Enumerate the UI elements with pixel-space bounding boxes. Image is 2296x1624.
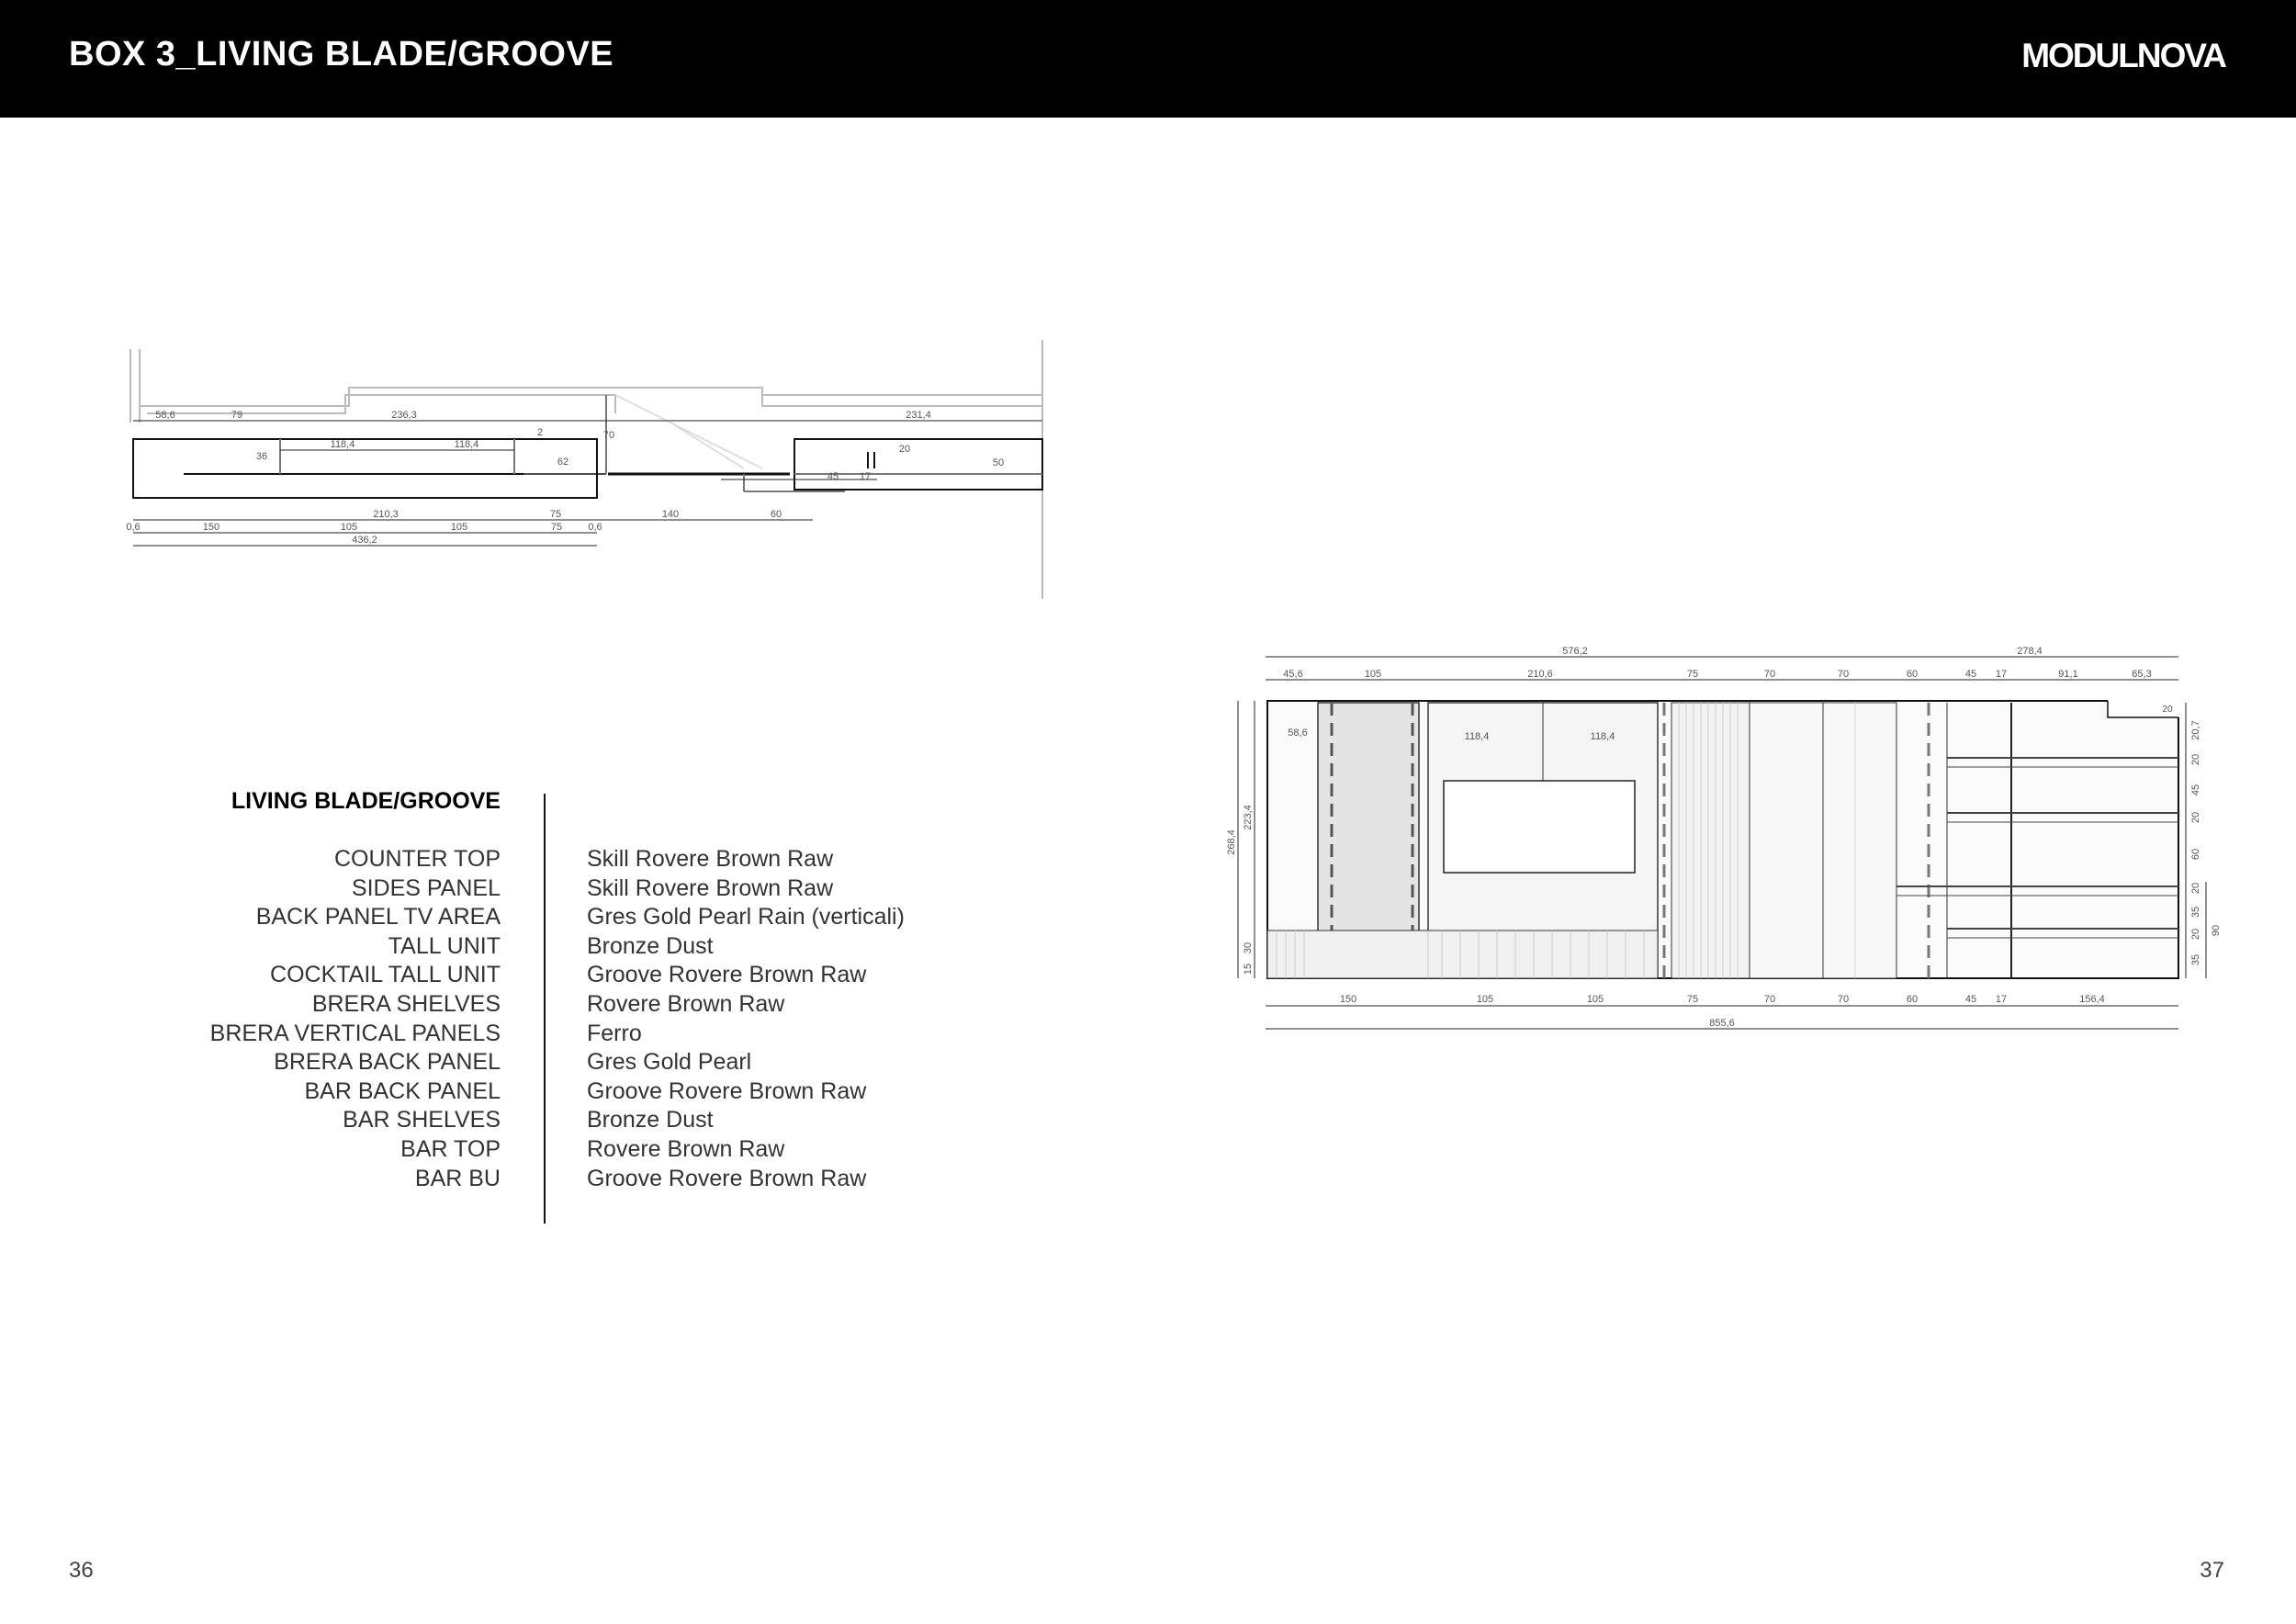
plan-dim: 17 — [859, 471, 872, 482]
elev-dim: 75 — [1686, 994, 1699, 1005]
plan-dim: 45 — [827, 471, 839, 482]
plan-dim: 75 — [549, 509, 562, 520]
page-number-right: 37 — [2200, 1558, 2224, 1583]
elev-dim: 105 — [1586, 994, 1604, 1005]
elev-dim: 60 — [1906, 669, 1919, 680]
elev-dim: 855,6 — [1709, 1018, 1735, 1029]
page-title: BOX 3_LIVING BLADE/GROOVE — [69, 35, 614, 73]
plan-dim: 210,3 — [373, 509, 399, 520]
elevation-drawing — [1221, 638, 2223, 1043]
elev-dim: 45,6 — [1283, 669, 1303, 680]
plan-dim: 75 — [550, 522, 563, 533]
elev-dim: 60 — [1906, 994, 1919, 1005]
elev-dim: 45 — [1964, 669, 1977, 680]
legend-value: Bronze Dust — [587, 932, 714, 959]
legend-value: Rovere Brown Raw — [587, 1135, 785, 1162]
elev-dim: 45 — [1964, 994, 1977, 1005]
elev-dim: 70 — [1763, 994, 1776, 1005]
legend-title: LIVING BLADE/GROOVE — [231, 788, 501, 814]
plan-dim: 60 — [770, 509, 782, 520]
legend-label: COUNTER TOP — [333, 846, 501, 872]
legend-value: Bronze Dust — [587, 1107, 714, 1133]
legend-labels — [110, 845, 501, 1193]
elev-dim: 20 — [2162, 705, 2173, 715]
legend-label: BAR TOP — [400, 1135, 501, 1162]
elev-dim: 105 — [1364, 669, 1382, 680]
elev-dim: 223,4 — [1243, 805, 1254, 830]
legend-value: Skill Rovere Brown Raw — [587, 874, 834, 901]
elev-dim: 268,4 — [1226, 829, 1237, 855]
plan-dim: 62 — [557, 457, 569, 468]
page-number-left: 36 — [69, 1558, 94, 1583]
plan-dim: 70 — [602, 430, 615, 441]
legend-value: Groove Rovere Brown Raw — [587, 1165, 867, 1191]
elev-dim: 15 — [1243, 963, 1254, 976]
legend-value: Groove Rovere Brown Raw — [587, 962, 867, 988]
elev-dim: 60 — [2190, 848, 2201, 861]
legend-values — [587, 845, 905, 1193]
legend-label: COCKTAIL TALL UNIT — [270, 962, 501, 988]
plan-dim: 2 — [536, 427, 544, 438]
elev-dim: 17 — [1995, 669, 2008, 680]
materials-legend — [110, 788, 937, 1229]
plan-dim: 231,4 — [906, 410, 931, 421]
plan-dim: 105 — [340, 522, 358, 533]
plan-dim: 436,2 — [352, 535, 377, 546]
plan-dim: 0,6 — [588, 522, 602, 533]
elev-dim: 156,4 — [2079, 994, 2105, 1005]
plan-svg — [119, 340, 1056, 606]
legend-label: BAR SHELVES — [343, 1107, 501, 1133]
legend-label: BACK PANEL TV AREA — [255, 904, 501, 930]
plan-dim: 36 — [255, 451, 268, 462]
elev-dim: 35 — [2190, 953, 2201, 966]
legend-label: BRERA SHELVES — [311, 990, 501, 1017]
elevation-svg — [1221, 638, 2223, 1043]
plan-dim: 150 — [202, 522, 220, 533]
elev-dim: 20 — [2190, 928, 2201, 941]
legend-value: Rovere Brown Raw — [587, 990, 785, 1017]
elev-dim: 17 — [1995, 994, 2008, 1005]
elev-dim: 65,3 — [2132, 669, 2152, 680]
plan-dim: 105 — [450, 522, 468, 533]
elev-dim: 278,4 — [2017, 646, 2043, 657]
brand-logo: MODULNOVA — [2021, 37, 2225, 74]
plan-dim: 118,4 — [454, 439, 479, 450]
elev-dim: 35 — [2190, 906, 2201, 919]
legend-label: BAR BU — [414, 1165, 501, 1191]
elev-dim: 70 — [1763, 669, 1776, 680]
elev-dim: 70 — [1837, 669, 1850, 680]
plan-dim: 50 — [992, 457, 1005, 468]
elev-dim: 210,6 — [1527, 669, 1553, 680]
legend-label: TALL UNIT — [388, 932, 501, 959]
legend-label: BRERA VERTICAL PANELS — [209, 1020, 501, 1046]
elev-dim: 20 — [2190, 882, 2201, 895]
elev-dim: 20 — [2190, 811, 2201, 824]
elev-dim: 75 — [1686, 669, 1699, 680]
plan-dim: 118,4 — [330, 439, 355, 450]
plan-dim: 140 — [661, 509, 680, 520]
elev-dim: 58,6 — [1288, 727, 1308, 739]
elev-dim: 150 — [1339, 994, 1357, 1005]
legend-value: Skill Rovere Brown Raw — [587, 846, 834, 872]
elev-dim: 45 — [2190, 784, 2201, 796]
elev-dim: 576,2 — [1562, 646, 1588, 657]
legend-value: Gres Gold Pearl — [587, 1049, 752, 1076]
elev-dim: 105 — [1476, 994, 1494, 1005]
plan-dim: 79 — [231, 410, 243, 421]
legend-divider — [544, 794, 546, 1224]
elev-dim: 30 — [1243, 942, 1254, 954]
plan-dim: 58,6 — [155, 410, 175, 421]
elev-dim: 118,4 — [1590, 731, 1615, 742]
plan-dim: 20 — [898, 444, 911, 455]
legend-value: Gres Gold Pearl Rain (verticali) — [587, 904, 905, 930]
plan-dim: 0,6 — [126, 522, 141, 533]
legend-value: Ferro — [587, 1020, 642, 1046]
elev-dim: 20 — [2190, 753, 2201, 766]
elev-dim: 118,4 — [1464, 731, 1490, 742]
elev-dim: 91,1 — [2058, 669, 2078, 680]
legend-value: Groove Rovere Brown Raw — [587, 1077, 867, 1104]
elev-dim: 70 — [1837, 994, 1850, 1005]
plan-drawing — [119, 340, 1056, 606]
legend-label: BRERA BACK PANEL — [274, 1049, 501, 1076]
elev-dim: 90 — [2211, 924, 2222, 937]
page-header — [0, 0, 2296, 118]
elev-dim: 20,7 — [2190, 720, 2201, 740]
legend-label: BAR BACK PANEL — [304, 1077, 501, 1104]
legend-label: SIDES PANEL — [351, 874, 501, 901]
plan-dim: 236,3 — [391, 410, 417, 421]
